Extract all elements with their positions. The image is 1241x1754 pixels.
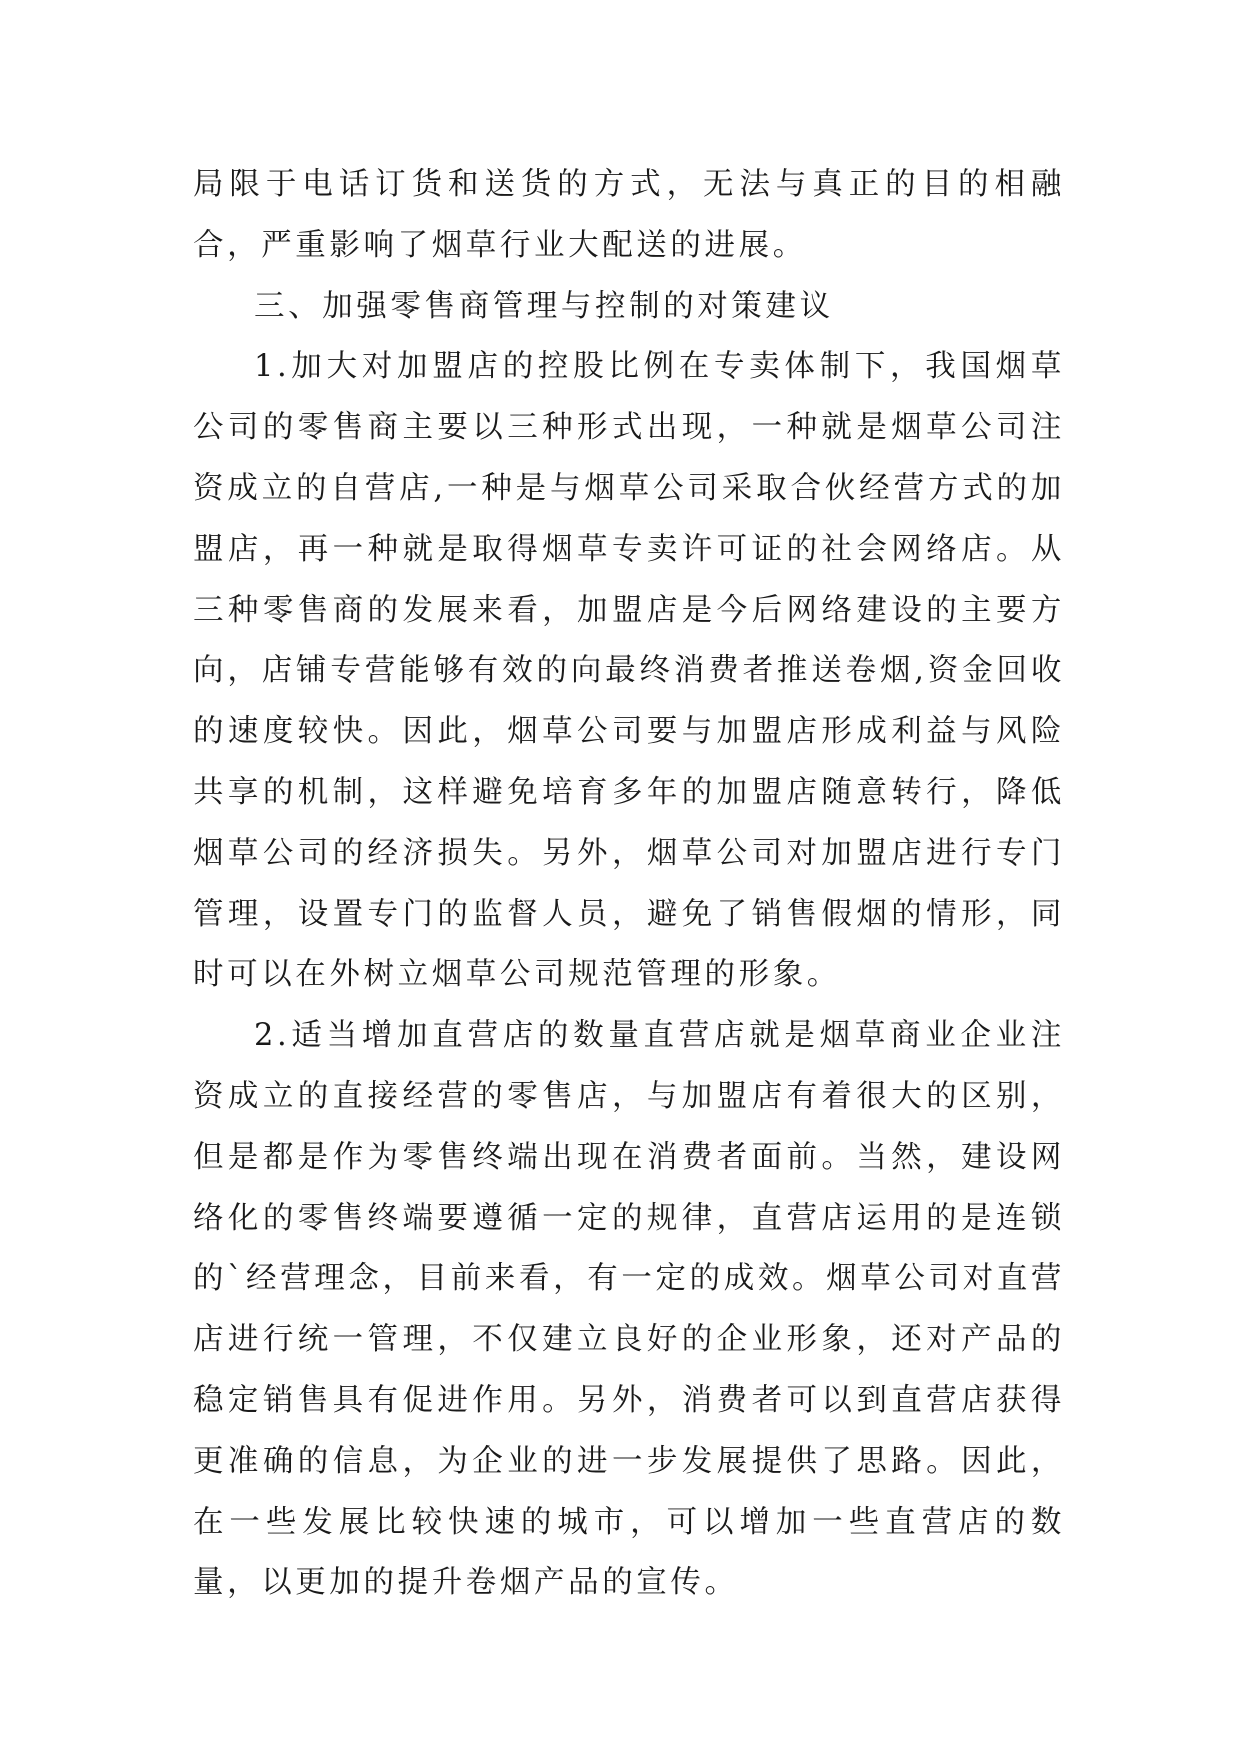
paragraph-point-1: 1.加大对加盟店的控股比例在专卖体制下，我国烟草公司的零售商主要以三种形式出现，一种就是烟草公司注资成立的自营店,一种是与烟草公司采取合伙经营方式的加盟店，再一种就是取得烟草专卖许可证的社会网络店。从三种零售商的发展来看，加盟店是今后网络建设的主要方向，店铺专营能够有效的向最终消费者推送卷烟,资金回收的速度较快。因此，烟草公司要与加盟店形成利益与风险共享的机制，这样避免培育多年的加盟店随意转行，降低烟草公司的经济损失。另外，烟草公司对加盟店进行专门管理，设置专门的监督人员，避免了销售假烟的情形，同时可以在外树立烟草公司规范管理的形象。 <box>193 349 1065 993</box>
paragraph-point-2: 2.适当增加直营店的数量直营店就是烟草商业企业注资成立的直接经营的零售店，与加盟店有着很大的区别，但是都是作为零售终端出现在消费者面前。当然，建设网络化的零售终端要遵循一定的规律，直营店运用的是连锁的`经营理念，目前来看，有一定的成效。烟草公司对直营店进行统一管理，不仅建立良好的企业形象，还对产品的稳定销售具有促进作用。另外，消费者可以到直营店获得更准确的信息，为企业的进一步发展提供了思路。因此，在一些发展比较快速的城市，可以增加一些直营店的数量，以更加的提升卷烟产品的宣传。 <box>193 1018 1065 1601</box>
document-body <box>193 155 1065 1614</box>
paragraph-continuation: 局限于电话订货和送货的方式，无法与真正的目的相融合，严重影响了烟草行业大配送的进展。 <box>193 167 1065 263</box>
section-heading: 三、加强零售商管理与控制的对策建议 <box>254 288 834 324</box>
